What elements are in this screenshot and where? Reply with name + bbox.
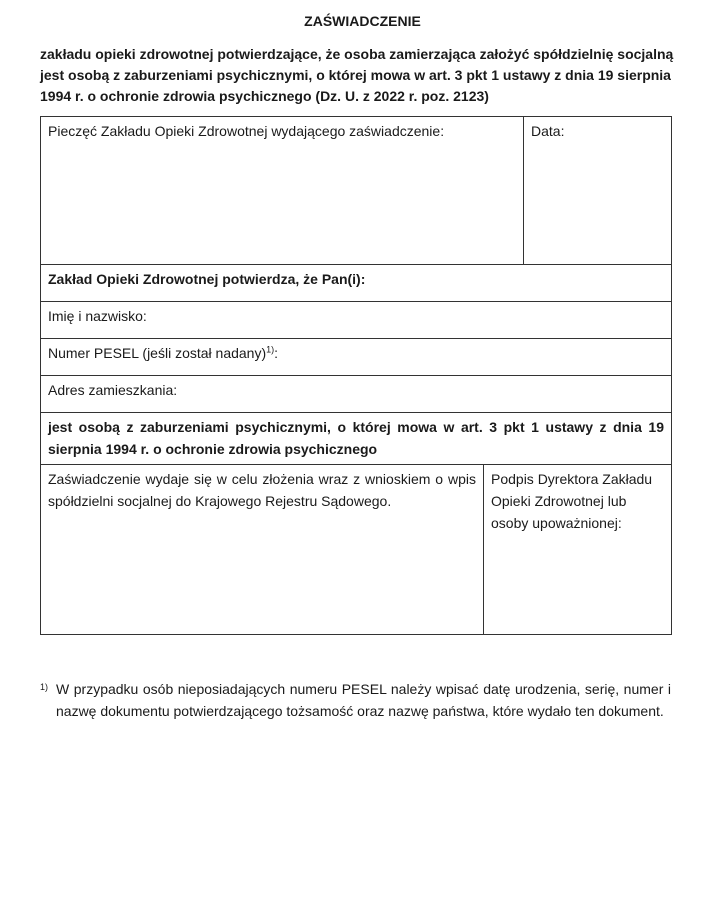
confirms-row [41, 265, 672, 302]
document-intro: zakładu opieki zdrowotnej potwierdzające, że osoba zamierzająca założyć spółdzielnię socjalną jest osobą z zaburzeniami psychicznymi, o której mowa w art. 3 pkt 1 ustawy z dnia 19 sierpnia 1994 r. o ochronie zdrowia psychicznego (Dz. U. z 2022 r. poz. 2123) [40, 46, 674, 104]
document-title: ZAŚWIADCZENIE [304, 13, 421, 29]
address-cell[interactable] [41, 376, 672, 413]
name-label: Imię i nazwisko: [48, 308, 147, 324]
certificate-form-table [40, 116, 672, 635]
footnote-mark: 1) [40, 682, 49, 692]
stamp-cell[interactable] [41, 117, 524, 265]
pesel-colon: : [274, 345, 279, 361]
address-label: Adres zamieszkania: [48, 382, 178, 398]
purpose-text: Zaświadczenie wydaje się w celu złożenia wraz z wnioskiem o wpis spółdzielni socjalnej do Krajowego Rejestru Sądowego. [48, 471, 476, 509]
address-row [41, 376, 672, 413]
stamp-row [41, 117, 672, 265]
signature-label: Podpis Dyrektora Zakładu Opieki Zdrowotnej lub osoby upoważnionej: [491, 471, 653, 531]
statement-text: jest osobą z zaburzeniami psychicznymi, o której mowa w art. 3 pkt 1 ustawy z dnia 19 sierpnia 1994 r. o ochronie zdrowia psychicznego [41, 413, 672, 465]
pesel-row [41, 339, 672, 376]
signature-cell[interactable] [484, 465, 672, 635]
pesel-footnote-ref: 1) [266, 344, 275, 355]
confirms-heading: Zakład Opieki Zdrowotnej potwierdza, że Pan(i): [41, 265, 672, 302]
statement-row [41, 413, 672, 465]
name-cell[interactable] [41, 302, 672, 339]
stamp-label: Pieczęć Zakładu Opieki Zdrowotnej wydającego zaświadczenie: [48, 123, 445, 139]
date-cell[interactable] [524, 117, 672, 265]
footnote-text: W przypadku osób nieposiadających numeru PESEL należy wpisać datę urodzenia, serię, numer i nazwę dokumentu potwierdzającego tożsamość oraz nazwę państwa, które wydało ten dokument. [56, 681, 671, 719]
pesel-label: Numer PESEL (jeśli został nadany) [48, 345, 267, 361]
purpose-cell [41, 465, 484, 635]
pesel-cell[interactable] [41, 339, 672, 376]
date-label: Data: [531, 123, 565, 139]
purpose-signature-row [41, 465, 672, 635]
footnote [40, 678, 671, 722]
name-row [41, 302, 672, 339]
